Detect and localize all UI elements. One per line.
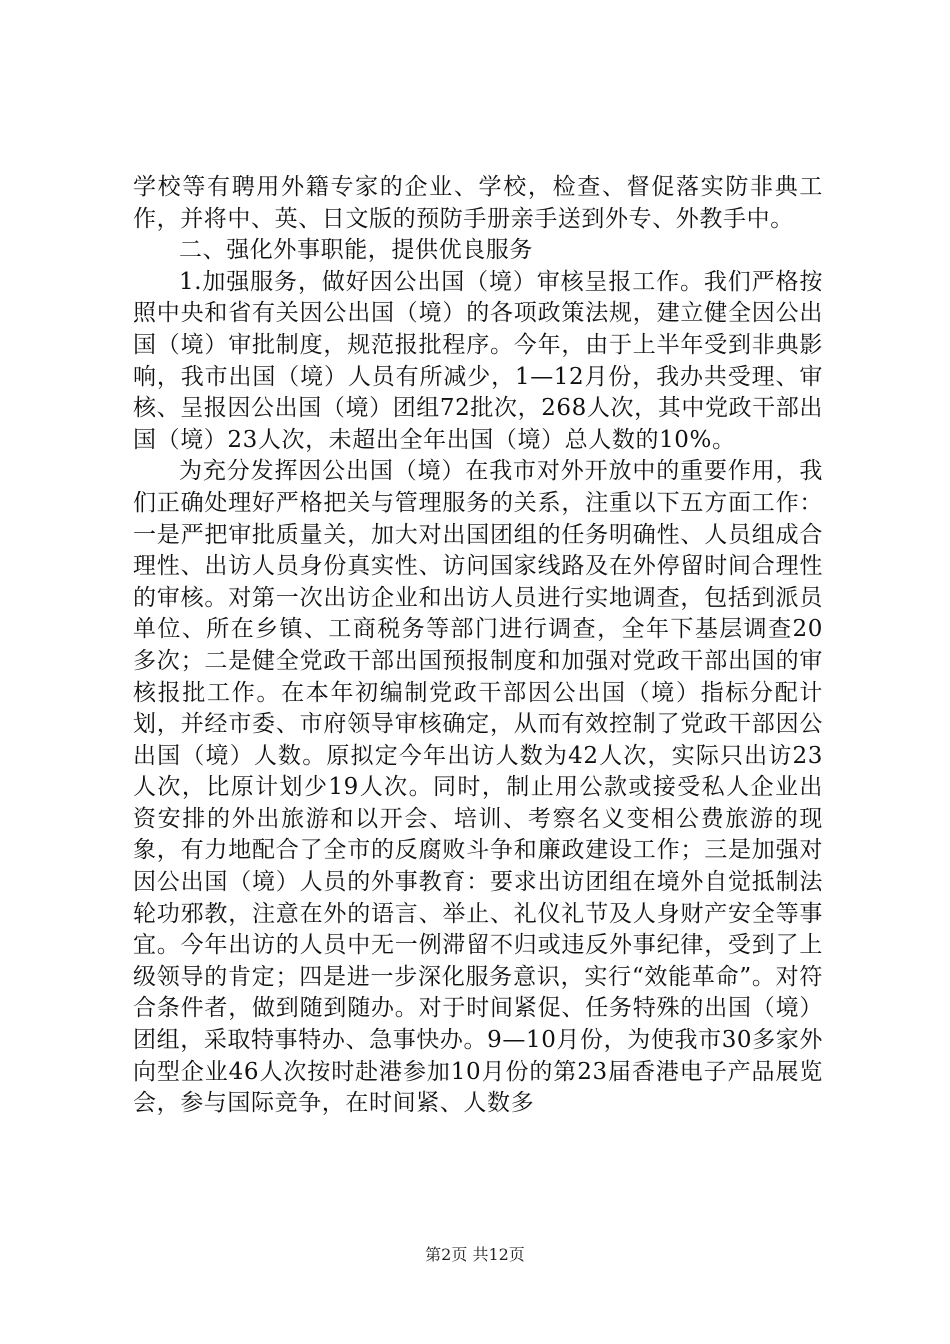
page-number-footer: 第2页 共12页 [425,1245,525,1264]
document-body [133,172,823,1120]
paragraph-item-1: 1.加强服务，做好因公出国（境）审核呈报工作。我们严格按照中央和省有关因公出国（境）的各项政策法规，建立健全因公出国（境）审批制度，规范报批程序。今年，由于上半年受到非典影响，我市出国（境）人员有所减少，1—12月份，我办共受理、审核、呈报因公出国（境）团组72批次，268人次，其中党政干部出国（境）23人次，未超出全年出国（境）总人数的10%。 [133,268,823,453]
paragraph-five-aspects: 为充分发挥因公出国（境）在我市对外开放中的重要作用，我们正确处理好严格把关与管理服务的关系，注重以下五方面工作：一是严把审批质量关，加大对出国团组的任务明确性、人员组成合理性、出访人员身份真实性、访问国家线路及在外停留时间合理性的审核。对第一次出访企业和出访人员进行实地调查，包括到派员单位、所在乡镇、工商税务等部门进行调查，全年下基层调查20多次；二是健全党政干部出国预报制度和加强对党政干部出国的审核报批工作。在本年初编制党政干部因公出国（境）指标分配计划，并经市委、市府领导审核确定，从而有效控制了党政干部因公出国（境）人数。原拟定今年出访人数为42人次，实际只出访23人次，比原计划少19人次。同时，制止用公款或接受私人企业出资安排的外出旅游和以开会、培训、考察名义变相公费旅游的现象，有力地配合了全市的反腐败斗争和廉政建设工作；三是加强对因公出国（境）人员的外事教育：要求出访团组在境外自觉抵制法轮功邪教，注意在外的语言、举止、礼仪礼节及人身财产安全等事宜。今年出访的人员中无一例滞留不归或违反外事纪律，受到了上级领导的肯定；四是进一步深化服务意识，实行“效能革命”。对符合条件者，做到随到随办。对于时间紧促、任务特殊的出国（境）团组，采取特事特办、急事快办。9—10月份，为使我市30多家外向型企业46人次按时赴港参加10月份的第23届香港电子产品展览会，参与国际竞争，在时间紧、人数多 [133,458,823,1117]
section-heading: 二、强化外事职能，提供优良服务 [179,237,533,264]
paragraph-continuation: 学校等有聘用外籍专家的企业、学校，检查、督促落实防非典工作，并将中、英、日文版的预防手册亲手送到外专、外教手中。 [133,174,823,232]
